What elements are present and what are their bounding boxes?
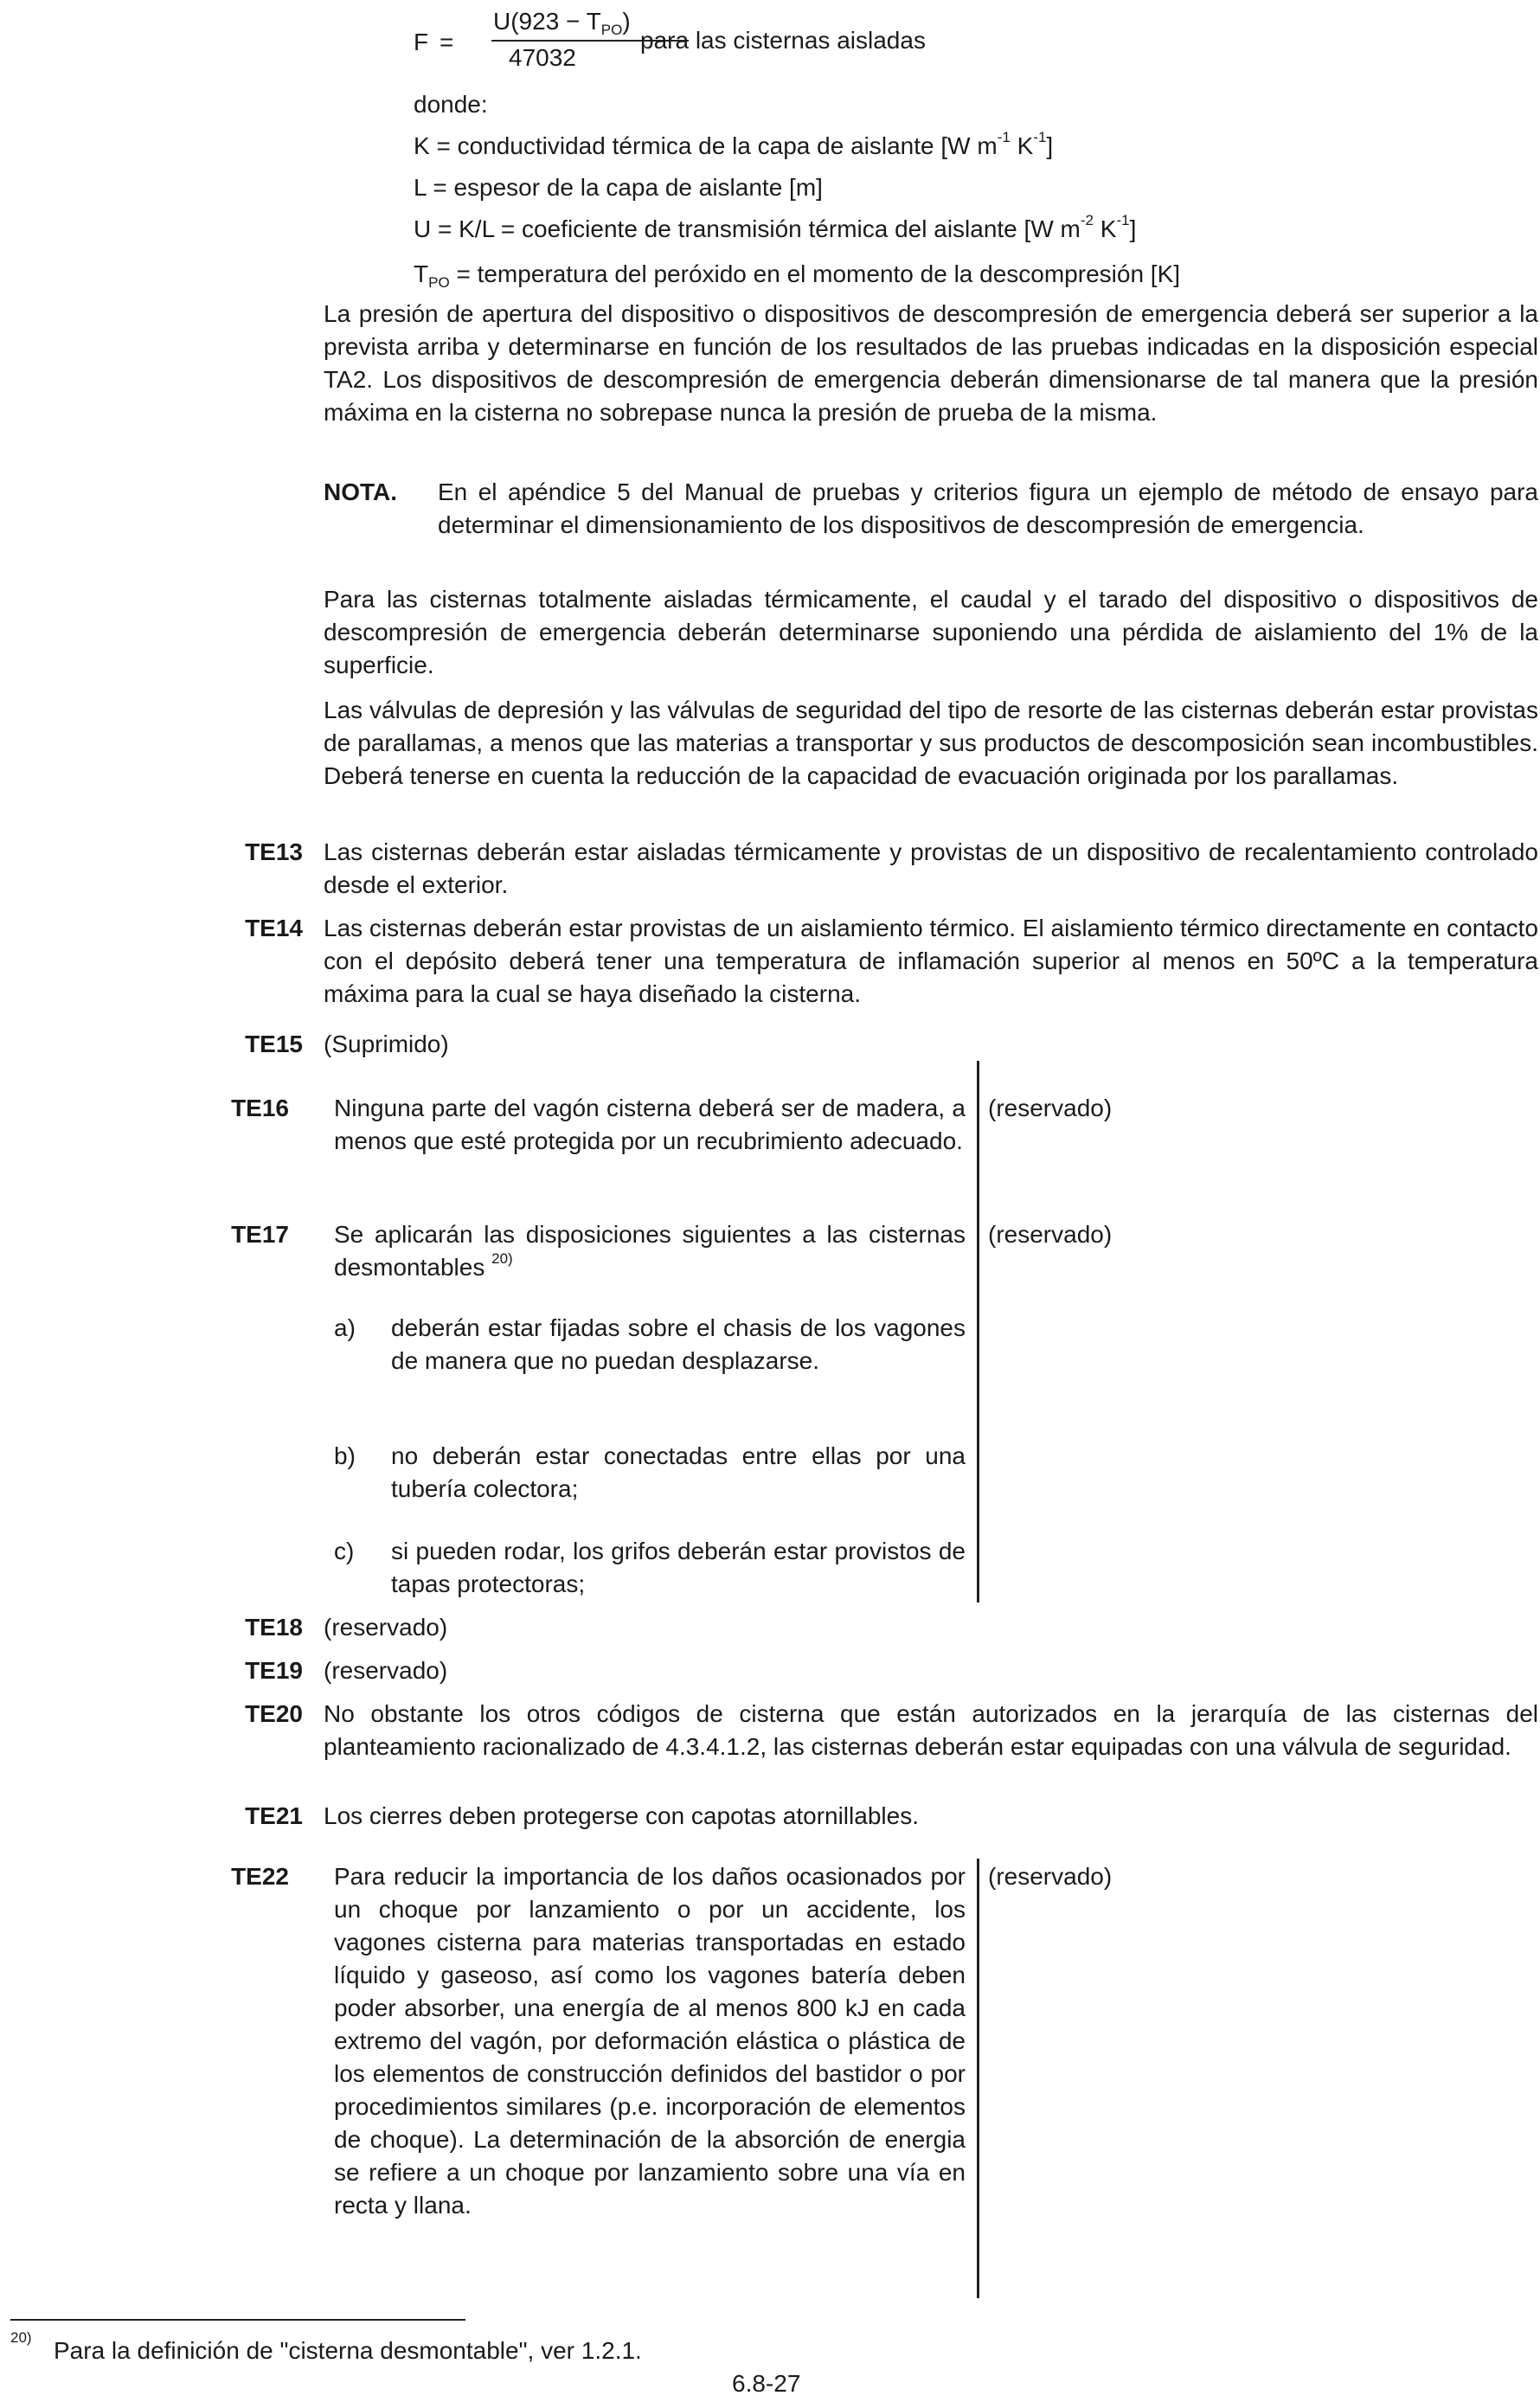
definition-u: U = K/L = coeficiente de transmisión térmica del aislante [W $m^{-2}$ $K^{-1}$] [414, 212, 1137, 242]
formula-equals: = [440, 29, 454, 55]
paragraph-opening-pressure: La presión de apertura del dispositivo o dispositivos de descompresión de emergencia deberá ser superior a la prevista arriba y determinarse en función de los resultados de las pruebas indicadas en la disposición especial TA2. Los dispositivos de descompresión de emergencia deberán dimensionarse de tal manera que la presión máxima en la cisterna no sobrepase nunca la presión de prueba de la misma. [324, 300, 1538, 426]
item-b-text: no deberán estar conectadas entre ellas por una tubería colectora; [391, 1442, 966, 1502]
text-te15: (Suprimido) [324, 1031, 449, 1057]
footnote-rule [10, 2319, 465, 2321]
paragraph-insulated-tanks: Para las cisternas totalmente aisladas térmicamente, el caudal y el tarado del dispositivo o dispositivos de descompresión de emergencia deberán determinarse suponiendo una pérdida de aislamiento del 1% de la superficie. [324, 586, 1538, 678]
text-te19: (reservado) [324, 1657, 448, 1684]
code-te19: TE19 [245, 1657, 303, 1684]
code-te16: TE16 [231, 1095, 289, 1121]
item-b-letter: b) [334, 1442, 356, 1469]
text-te16: Ninguna parte del vagón cisterna deberá ser de madera, a menos que esté protegida por un recubrimiento adecuado. [334, 1095, 966, 1154]
formula-text: para las cisternas aisladas [640, 27, 926, 54]
formula-lhs: F [414, 29, 429, 55]
item-a-letter: a) [334, 1314, 356, 1341]
item-a-text: deberán estar fijadas sobre el chasis de los vagones de manera que no puedan desplazarse. [391, 1314, 966, 1374]
text-te17: Se aplicarán las disposiciones siguientes a las cisternas desmontables $^{20)}$ [334, 1221, 966, 1281]
code-te20: TE20 [245, 1700, 303, 1727]
text-te13: Las cisternas deberán estar aisladas térmicamente y provistas de un dispositivo de recalentamiento controlado desde el exterior. [324, 838, 1538, 898]
item-c-text: si pueden rodar, los grifos deberán estar provistos de tapas protectoras; [391, 1538, 966, 1597]
footnote-ref: 20) [491, 1250, 513, 1267]
definition-tpo: $T_{PO}$ = temperatura del peróxido en el momento de la descompresión [K] [414, 260, 1181, 291]
footnote-mark: 20) [10, 2329, 32, 2346]
formula-numerator: $U(923 - T_{PO})$ [493, 8, 631, 38]
item-c-letter: c) [334, 1538, 355, 1564]
column-divider [977, 1061, 979, 1602]
text-te21: Los cierres deben protegerse con capotas atornillables. [324, 1802, 919, 1829]
footnote-text: Para la definición de "cisterna desmontable", ver 1.2.1. [54, 2337, 642, 2364]
code-te22: TE22 [231, 1863, 289, 1890]
formula-denominator: 47032 [509, 44, 576, 71]
code-te13: TE13 [245, 838, 303, 865]
right-te22: (reservado) [988, 1863, 1113, 1890]
text-te20: No obstante los otros códigos de cisterna que están autorizados en la jerarquía de las cisternas del planteamiento racionalizado de 4.3.4.1.2, las cisternas deberán estar equipadas con una válvula de seguridad. [324, 1700, 1538, 1760]
text-te18: (reservado) [324, 1614, 448, 1641]
column-divider-te22 [977, 1859, 979, 2298]
definition-l: L = espesor de la capa de aislante [m] [414, 174, 823, 201]
code-te18: TE18 [245, 1614, 303, 1641]
code-te14: TE14 [245, 915, 303, 941]
text-te22: Para reducir la importancia de los daños ocasionados por un choque por lanzamiento o por un accidente, los vagones cisterna para materias transportadas en estado líquido y gaseoso, así como los vagones batería deben poder absorber, una energía de al menos 800 kJ en cada extremo del vagón, por deformación elástica o plástica de los elementos de construcción definidos del bastidor o por procedimientos similares (p.e. incorporación de elementos de choque). La determinación de la absorción de energia se refiere a un choque por lanzamiento sobre una vía en recta y llana. [334, 1863, 966, 2219]
right-te17: (reservado) [988, 1221, 1113, 1248]
code-te21: TE21 [245, 1802, 303, 1829]
text-te14: Las cisternas deberán estar provistas de un aislamiento térmico. El aislamiento térmico directamente en contacto con el depósito deberá tener una temperatura de inflamación superior al menos en 50ºC a la temperatura máxima para la cual se haya diseñado la cisterna. [324, 915, 1538, 1007]
code-te15: TE15 [245, 1031, 303, 1057]
paragraph-valves: Las válvulas de depresión y las válvulas de seguridad del tipo de resorte de las cisternas deberán estar provistas de parallamas, a menos que las materias a transportar y sus productos de descomposición sean incombustibles. Deberá tenerse en cuenta la reducción de la capacidad de evacuación originada por los parallamas. [324, 697, 1538, 789]
code-te17: TE17 [231, 1221, 289, 1248]
definition-k: K = conductividad térmica de la capa de aislante [W $m^{-1}$ $K^{-1}$] [414, 129, 1054, 159]
nota-text: En el apéndice 5 del Manual de pruebas y criterios figura un ejemplo de método de ensayo para determinar el dimensionamiento de los dispositivos de descompresión de emergencia. [438, 478, 1538, 538]
right-te16: (reservado) [988, 1095, 1113, 1121]
nota-label: NOTA. [324, 478, 398, 505]
donde-label: donde: [414, 91, 488, 118]
page-number: 6.8-27 [732, 2370, 801, 2397]
